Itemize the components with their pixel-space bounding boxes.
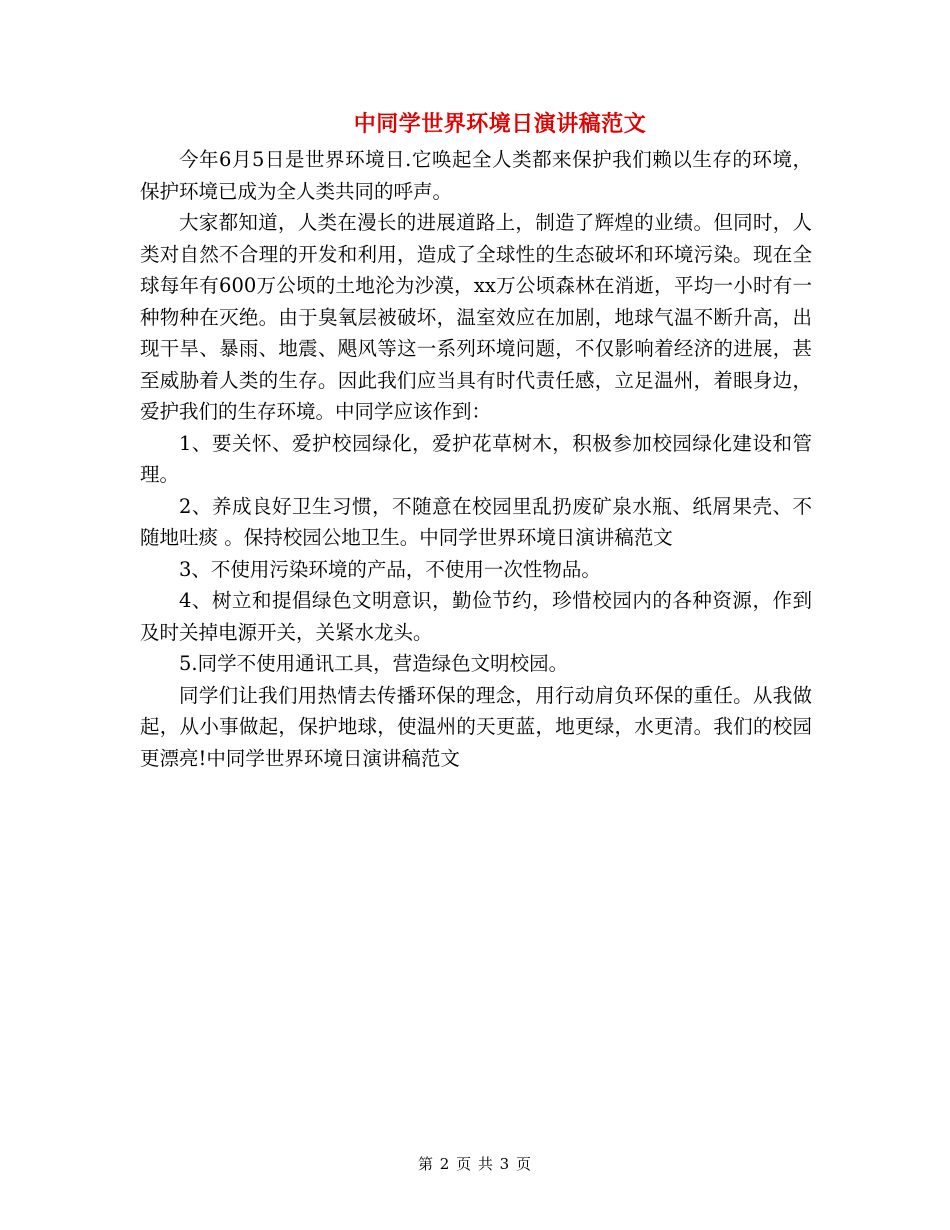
paragraph-6: 4、树立和提倡绿色文明意识，勤俭节约，珍惜校园内的各种资源，作到及时关掉电源开关，关紧水龙头。 bbox=[140, 589, 812, 644]
page-number-label: 第 2 页 共 3 页 bbox=[418, 1155, 532, 1173]
paragraph-1: 今年6月5日是世界环境日.它唤起全人类都来保护我们赖以生存的环境，保护环境已成为全人类共同的呼声。 bbox=[140, 148, 812, 203]
document-title: 中同学世界环境日演讲稿范文 bbox=[353, 112, 647, 137]
paragraph-2: 大家都知道，人类在漫长的进展道路上，制造了辉煌的业绩。但同时，人类对自然不合理的开发和利用，造成了全球性的生态破坏和环境污染。现在全球每年有600万公顷的土地沦为沙漠，xx万公顷森林在消逝，平均一小时有一种物种在灭绝。由于臭氧层被破坏，温室效应在加剧，地球气温不断升高，出现干旱、暴雨、地震、飓风等这一系列环境问题，不仅影响着经济的进展，甚至威胁着人类的生存。因此我们应当具有时代责任感，立足温州，着眼身边，爱护我们的生存环境。中同学应该作到： bbox=[140, 211, 812, 423]
paragraph-4: 2、养成良好卫生习惯，不随意在校园里乱扔废矿泉水瓶、纸屑果壳、不随地吐痰 。保持校园公地卫生。中同学世界环境日演讲稿范文 bbox=[140, 494, 812, 549]
paragraph-3: 1、要关怀、爱护校园绿化，爱护花草树木，积极参加校园绿化建设和管理。 bbox=[140, 431, 812, 486]
paragraph-5: 3、不使用污染环境的产品，不使用一次性物品。 bbox=[179, 557, 601, 581]
paragraph-7: 5.同学不使用通讯工具，营造绿色文明校园。 bbox=[179, 652, 569, 675]
paragraph-8: 同学们让我们用热情去传播环保的理念，用行动肩负环保的重任。从我做起，从小事做起，保护地球，使温州的天更蓝，地更绿，水更清。我们的校园更漂亮!中同学世界环境日演讲稿范文 bbox=[140, 683, 812, 770]
page-footer bbox=[0, 1153, 950, 1175]
document-body bbox=[140, 144, 812, 774]
